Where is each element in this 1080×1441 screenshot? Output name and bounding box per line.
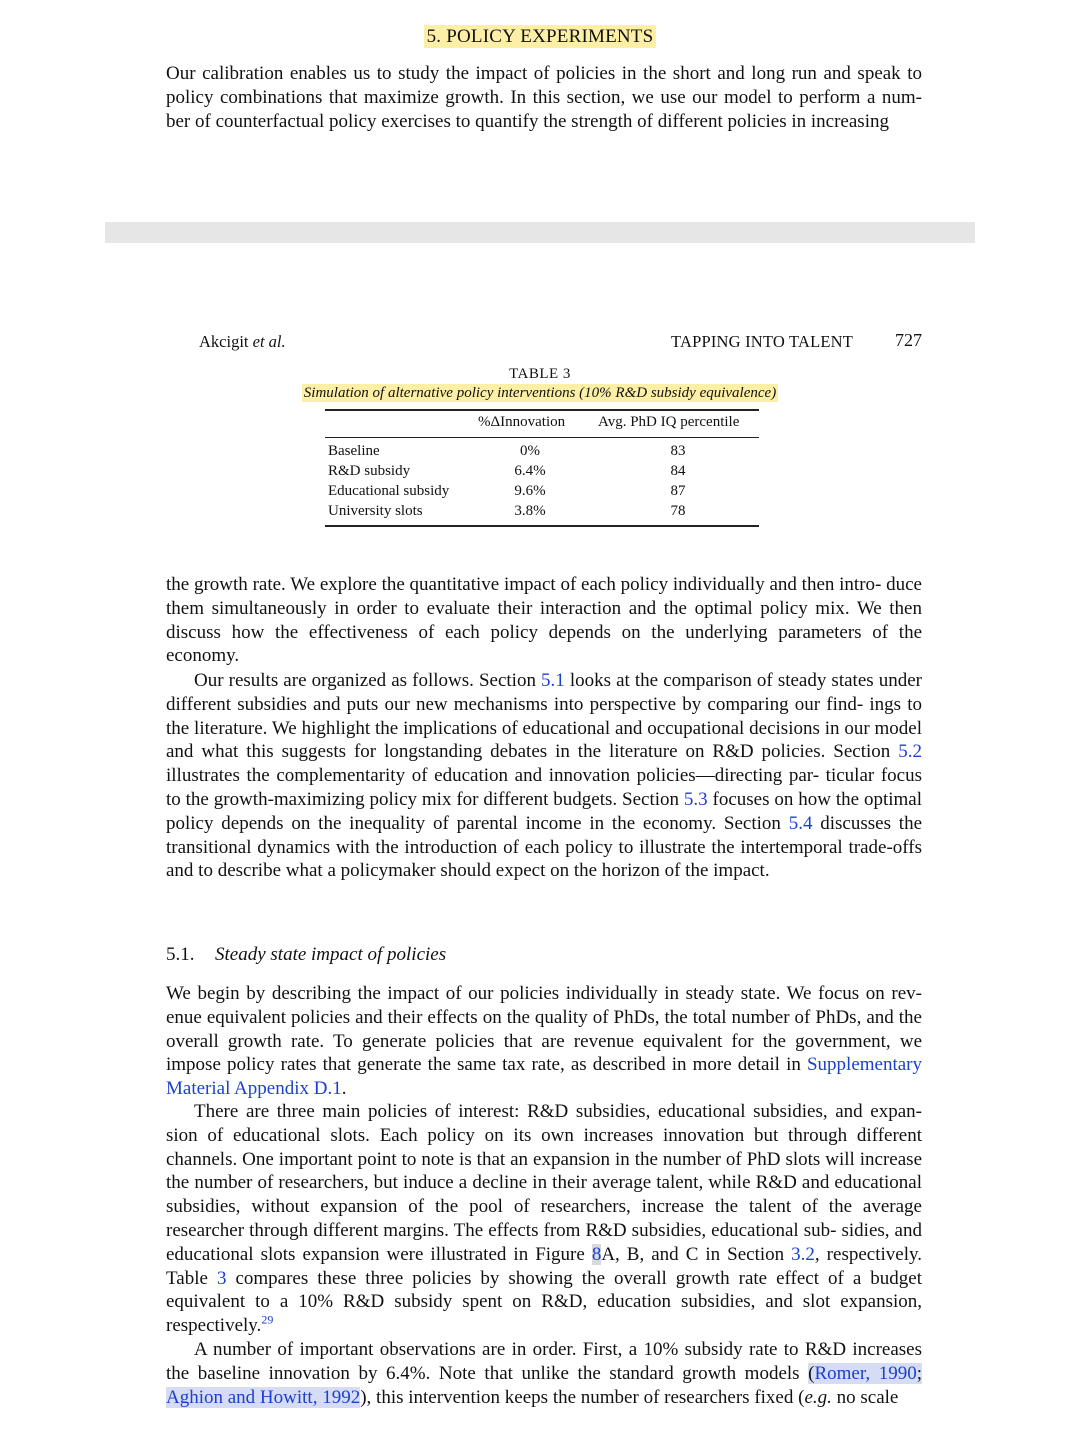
policy-cell: Educational subsidy <box>328 483 450 499</box>
iq-cell: 87 <box>670 483 686 499</box>
section-link-5-1[interactable]: 5.1 <box>541 670 565 691</box>
citation-link-aghion[interactable]: Aghion and Howitt, 1992 <box>166 1386 361 1408</box>
iq-cell: 84 <box>670 463 686 479</box>
iq-cell: 83 <box>670 443 686 459</box>
footnote-link[interactable]: 29 <box>261 1312 274 1327</box>
policy-cell: Baseline <box>328 443 380 459</box>
column-header-iq: Avg. PhD IQ percentile <box>598 414 740 430</box>
section-link-5-2[interactable]: 5.2 <box>898 741 922 763</box>
table-row <box>0 443 1080 463</box>
section-heading <box>0 26 1080 48</box>
innovation-cell: 0% <box>520 443 540 459</box>
citation-highlight: (Romer, 1990; Aghion and Howitt, 1992 <box>166 1362 923 1408</box>
subsection-heading <box>166 944 446 966</box>
section-link-5-4[interactable]: 5.4 <box>788 812 813 834</box>
subsection-title: Steady state impact of policies <box>215 944 447 965</box>
results-paragraph: Our results are organized as follows. Section 5.1 looks at the comparison of steady states under different subsidies and puts our new mechanisms into perspective by comparing our find- ings to the literature. We highlight the implications of educational and occupational decisions in our model and what this suggests for longstanding debates in the literature on R&D policies. Section 5.2 illustrates the complementarity of education and innovation policies—directing par- ticular focus to the growth-maximizing policy mix for different budgets. Section 5.3 focuses on how the optimal policy depends on the inequality of parental income in the economy. Section 5.4 discusses the transitional dynamics with the introduction of each policy to illustrate the intertemporal trade-offs and to describe what a policymaker should expect on the horizon of the impact. <box>166 670 922 882</box>
steady-state-paragraph: We begin by describing the impact of our policies individually in steady state. We focus on rev- enue equivalent policies and their effects on the quality of PhDs, the total number of PhDs, and the overall growth rate. To generate policies that are revenue equivalent for the government, we impose policy rates that generate the same tax rate, as described in more detail in Supplementary Material Appendix D.1. <box>166 983 922 1100</box>
intro-paragraph: Our calibration enables us to study the impact of policies in the short and long run and speak to policy combinations that maximize growth. In this section, we use our model to perform a num- ber of counterfactual policy exercises to quantify the strength of different policies in increasing <box>166 63 922 132</box>
innovation-cell: 3.8% <box>514 503 546 519</box>
section-link-5-3[interactable]: 5.3 <box>683 788 708 810</box>
table-top-rule <box>325 409 759 411</box>
table-label: TABLE 3 <box>509 366 571 382</box>
table-row <box>0 463 1080 483</box>
innovation-cell: 6.4% <box>514 463 546 479</box>
innovation-cell: 9.6% <box>514 483 546 499</box>
page-number: 727 <box>895 330 922 350</box>
section-title-text: 5. POLICY EXPERIMENTS <box>424 25 657 48</box>
running-head-authors: Akcigit et al. <box>199 332 286 351</box>
table-caption-text: Simulation of alternative policy interventions (10% R&D subsidy equivalence) <box>303 385 777 401</box>
policy-cell: R&D subsidy <box>328 463 411 479</box>
table-bottom-rule <box>325 525 759 527</box>
appendix-link[interactable]: Supplementary Material Appendix D.1 <box>166 1054 922 1100</box>
citation-link-romer[interactable]: Romer, 1990 <box>814 1362 917 1384</box>
policy-cell: University slots <box>328 503 423 519</box>
iq-cell: 78 <box>670 503 686 519</box>
page-break-band <box>105 222 975 243</box>
running-head <box>199 330 922 354</box>
policies-paragraph: There are three main policies of interest: R&D subsidies, educational subsidies, and expan- sion of educational slots. Each policy on its own increases innovation but through different channels. One important point to note is that an expansion in the number of PhD slots will increase the number of researchers, but induce a decline in their average talent, while R&D and educational subsidies, without expansion of the pool of researchers, increase the talent of the average researcher through different margins. The effects from R&D subsidies, educational sub- sidies, and educational slots expansion were illustrated in Figure 8A, B, and C in Section 3.2, respectively. Table 3 compares these three policies by showing the overall growth rate effect of a budget equivalent to a 10% R&D subsidy spent on R&D, education subsidies, and slot expansion, respectively.$^{29}$ <box>166 1101 922 1337</box>
subsection-number: 5.1. <box>166 944 195 965</box>
table-row <box>0 503 1080 523</box>
figure-link[interactable]: 8 <box>591 1243 602 1265</box>
table-link[interactable]: 3 <box>216 1267 227 1289</box>
column-header-innovation: %ΔInnovation <box>478 414 566 430</box>
continuation-paragraph: the growth rate. We explore the quantitative impact of each policy individually and then intro- duce them simultaneously in order to evaluate their interaction and the optimal policy mix. We then discuss how the effectiveness of each policy depends on the underlying parameters of the economy. <box>166 574 922 667</box>
table-row <box>0 483 1080 503</box>
section-link-3-2[interactable]: 3.2 <box>791 1243 815 1265</box>
observations-paragraph: A number of important observations are in order. First, a 10% subsidy rate to R&D increases the baseline innovation by 6.4%. Note that unlike the standard growth models (Romer, 1990; Aghion and Howitt, 1992), this intervention keeps the number of researchers fixed (e.g. no scale <box>166 1339 923 1408</box>
table-header-rule <box>325 437 759 438</box>
running-head-title: TAPPING INTO TALENT <box>671 332 854 351</box>
table-caption <box>0 385 1080 402</box>
